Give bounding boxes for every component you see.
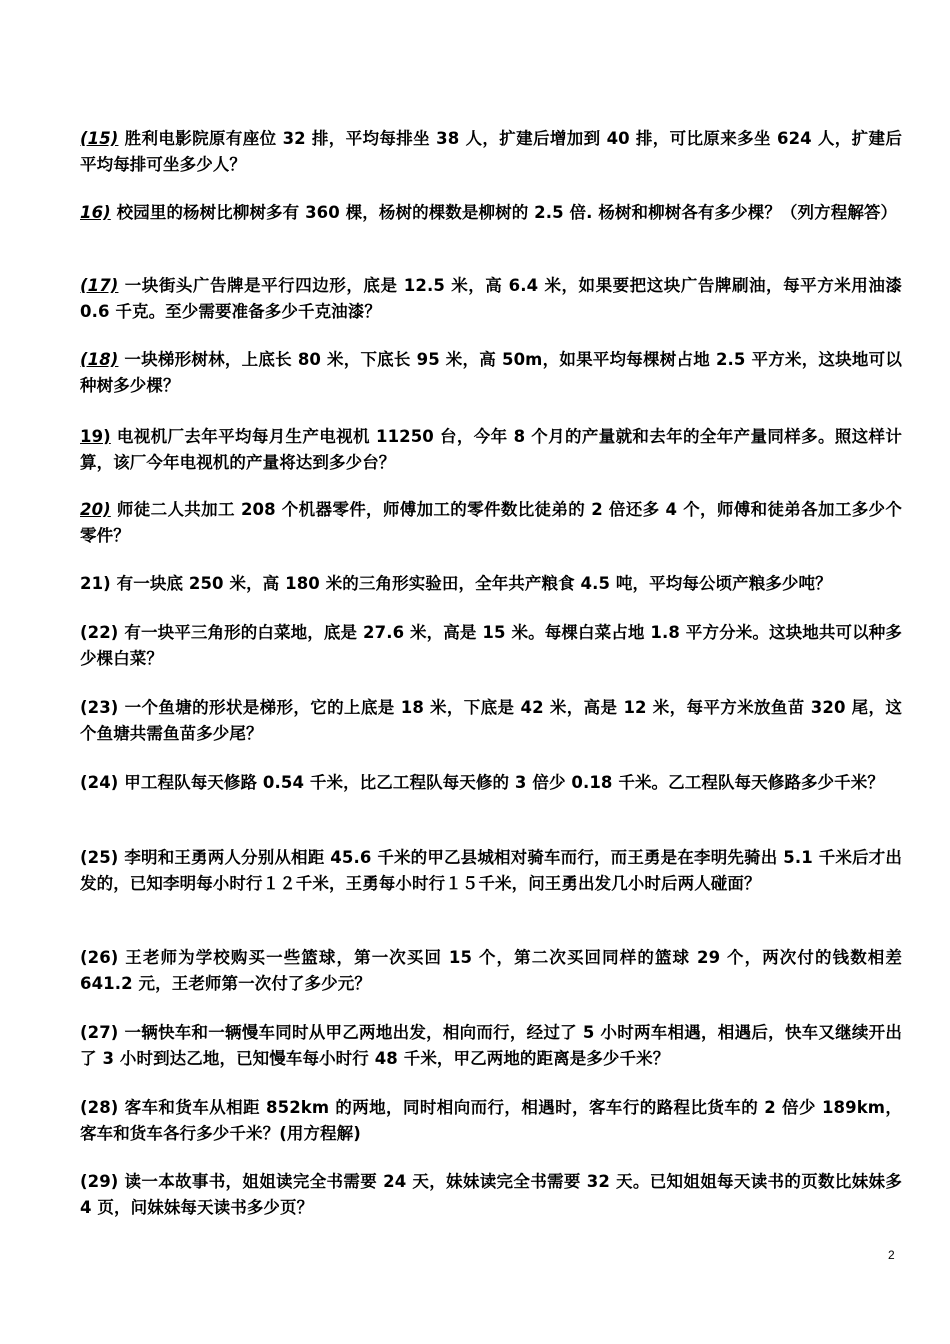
- problem-15: [80, 126, 902, 178]
- problem-22: [80, 620, 902, 672]
- problem-27: [80, 1020, 902, 1072]
- problem-text: (23) 一个鱼塘的形状是梯形，它的上底是 18 米，下底是 42 米，高是 12 米，每平方米放鱼苗 320 尾，这个鱼塘共需鱼苗多少尾？: [80, 698, 902, 743]
- problem-19: [80, 424, 902, 476]
- problem-text: 21) 有一块底 250 米，高 180 米的三角形实验田，全年共产粮食 4.5 吨，平均每公顷产粮多少吨？: [80, 574, 832, 593]
- problem-25: [80, 845, 902, 897]
- problem-text: 一块街头广告牌是平行四边形，底是 12.5 米，高 6.4 米，如果要把这块广告牌刷油，每平方米用油漆 0.6 千克。至少需要准备多少千克油漆？: [80, 276, 902, 321]
- problem-number: 19): [80, 427, 111, 446]
- problem-text: 胜利电影院原有座位 32 排，平均每排坐 38 人，扩建后增加到 40 排，可比原来多坐 624 人，扩建后平均每排可坐多少人？: [80, 129, 902, 174]
- problem-text: (29) 读一本故事书，姐姐读完全书需要 24 天，妹妹读完全书需要 32 天。已知姐姐每天读书的页数比妹妹多 4 页，问妹妹每天读书多少页？: [80, 1172, 902, 1217]
- problem-text: (27) 一辆快车和一辆慢车同时从甲乙两地出发，相向而行，经过了 5 小时两车相遇，相遇后，快车又继续开出了 3 小时到达乙地，已知慢车每小时行 48 千米，甲乙两地的距离是多少千米？: [80, 1023, 902, 1068]
- problem-24: [80, 770, 902, 796]
- problem-number: (17): [80, 276, 119, 295]
- problem-number: (18): [80, 350, 119, 369]
- problem-29: [80, 1169, 902, 1221]
- problem-28: [80, 1095, 902, 1147]
- problem-21: [80, 571, 902, 597]
- problem-23: [80, 695, 902, 747]
- problem-text: (25) 李明和王勇两人分别从相距 45.6 千米的甲乙县城相对骑车而行，而王勇是在李明先骑出 5.1 千米后才出发的，已知李明每小时行１２千米，王勇每小时行１５千米，问王勇出发几小时后两人碰面？: [80, 848, 902, 893]
- problem-20: [80, 497, 902, 549]
- problem-26: [80, 945, 902, 997]
- problem-text: (24) 甲工程队每天修路 0.54 千米，比乙工程队每天修的 3 倍少 0.18 千米。乙工程队每天修路多少千米？: [80, 773, 884, 792]
- problem-text: 师徒二人共加工 208 个机器零件，师傅加工的零件数比徒弟的 2 倍还多 4 个，师傅和徒弟各加工多少个零件？: [80, 500, 902, 545]
- page-number: 2: [888, 1248, 895, 1262]
- problem-number: (15): [80, 129, 119, 148]
- problem-text: 校园里的杨树比柳树多有 360 棵，杨树的棵数是柳树的 2.5 倍. 杨树和柳树各有多少棵？（列方程解答）: [110, 203, 898, 222]
- problem-17: [80, 273, 902, 325]
- problem-16: [80, 200, 902, 226]
- problem-number: 16): [80, 203, 111, 222]
- problem-number: 20): [80, 500, 111, 519]
- problem-text: (22) 有一块平三角形的白菜地，底是 27.6 米，高是 15 米。每棵白菜占地 1.8 平方分米。这块地共可以种多少棵白菜？: [80, 623, 902, 668]
- problem-text: (26) 王老师为学校购买一些篮球，第一次买回 15 个，第二次买回同样的篮球 29 个，两次付的钱数相差 641.2 元，王老师第一次付了多少元？: [80, 948, 902, 993]
- problem-text: (28) 客车和货车从相距 852km 的两地，同时相向而行，相遇时，客车行的路程比货车的 2 倍少 189km，客车和货车各行多少千米？(用方程解): [80, 1098, 902, 1143]
- problem-text: 电视机厂去年平均每月生产电视机 11250 台，今年 8 个月的产量就和去年的全年产量同样多。照这样计算，该厂今年电视机的产量将达到多少台？: [80, 427, 902, 472]
- problem-text: 一块梯形树林，上底长 80 米，下底长 95 米，高 50m，如果平均每棵树占地 2.5 平方米，这块地可以种树多少棵？: [80, 350, 902, 395]
- problem-18: [80, 347, 902, 399]
